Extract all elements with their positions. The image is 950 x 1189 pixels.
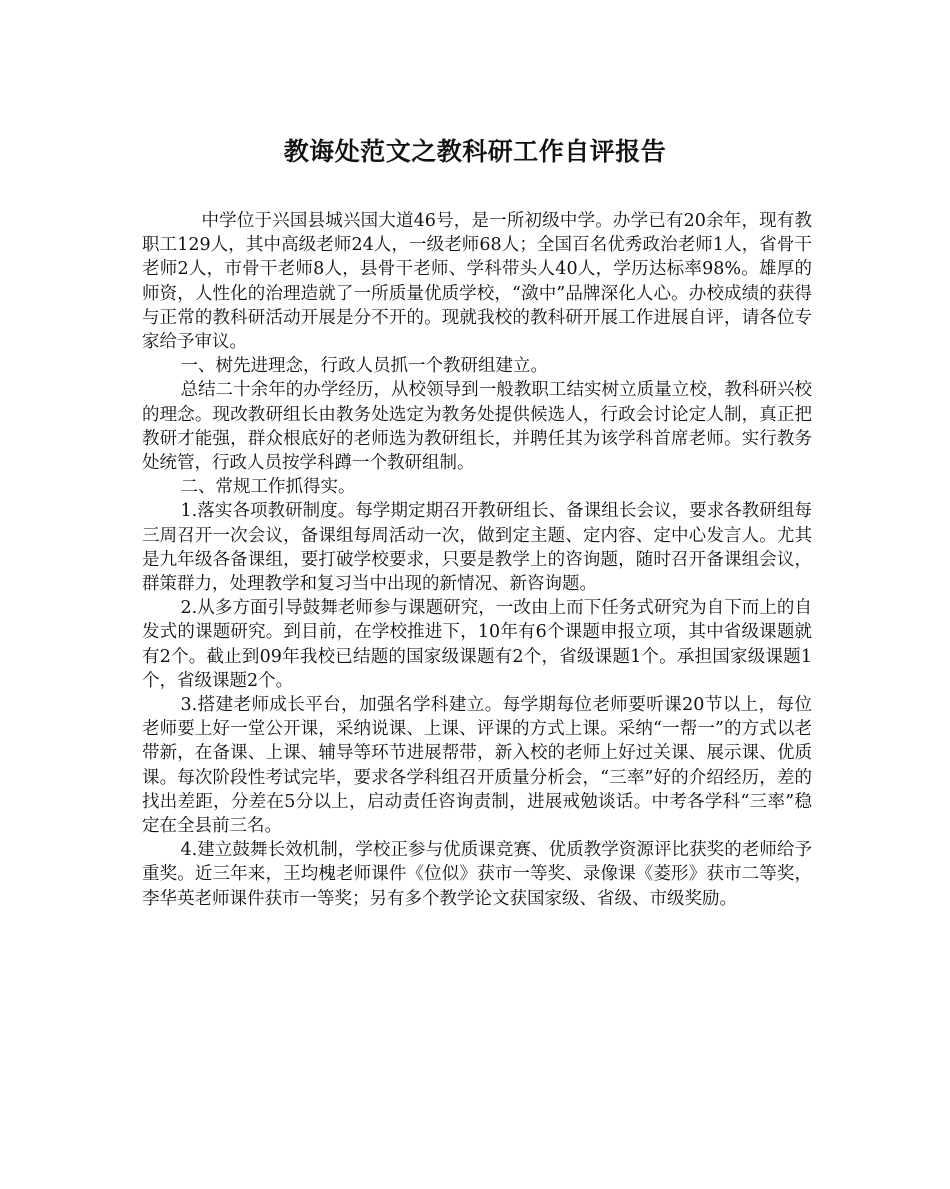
paragraph-item-4: 4.建立鼓舞长效机制，学校正参与优质课竞赛、优质教学资源评比获奖的老师给予重奖。近三年来，王均槐老师课件《位似》获市一等奖、录像课《菱形》获市二等奖，李华英老师课件获市一等奖；另有多个教学论文获国家级、省级、市级奖励。 [142,840,812,909]
paragraph-intro: 中学位于兴国县城兴国大道46号，是一所初级中学。办学已有20余年，现有教职工129人，其中高级老师24人，一级老师68人；全国百名优秀政治老师1人，省骨干老师2人，市骨干老师8人，县骨干老师、学科带头人40人，学历达标率98%。雄厚的师资，人性化的治理造就了一所质量优质学校，“潋中”品牌深化人心。办校成绩的获得与正常的教科研活动开展是分不开的。现就我校的教科研开展工作进展自评，请各位专家给予审议。 [142,211,812,353]
paragraph-item-1: 1.落实各项教研制度。每学期定期召开教研组长、备课组长会议，要求各教研组每三周召开一次会议，备课组每周活动一次，做到定主题、定内容、定中心发言人。尤其是九年级各备课组，要打破学校要求，只要是教学上的咨询题，随时召开备课组会议，群策群力，处理教学和复习当中出现的新情况、新咨询题。 [142,501,812,595]
document-body [142,209,812,911]
paragraph-section-1: 总结二十余年的办学经历，从校领导到一般教职工结实树立质量立校，教科研兴校的理念。现改教研组长由教务处选定为教务处提供候选人，行政会讨论定人制，真正把教研才能强，群众根底好的老师选为教研组长，并聘任其为该学科首席老师。实行教务处统管，行政人员按学科蹲一个教研组制。 [142,380,812,474]
section-heading-2: 二、常规工作抓得实。 [180,477,356,498]
paragraph-item-2: 2.从多方面引导鼓舞老师参与课题研究，一改由上而下任务式研究为自下而上的自发式的课题研究。到目前，在学校推进下，10年有6个课题申报立项，其中省级课题就有2个。截止到09年我校已结题的国家级课题有2个，省级课题1个。承担国家级课题1个，省级课题2个。 [142,598,812,691]
section-heading-1: 一、树先进理念，行政人员抓一个教研组建立。 [180,356,548,377]
document-title: 教诲处范文之教科研工作自评报告 [283,137,667,166]
paragraph-item-3: 3.搭建老师成长平台，加强名学科建立。每学期每位老师要听课20节以上，每位老师要上好一堂公开课，采纳说课、上课、评课的方式上课。采纳“一帮一”的方式以老带新，在备课、上课、辅导等环节进展帮带，新入校的老师上好过关课、展示课、优质课。每次阶段性考试完毕，要求各学科组召开质量分析会，“三率”好的介绍经历，差的找出差距，分差在5分以上，启动责任咨询责制，进展戒勉谈话。中考各学科“三率”稳定在全县前三名。 [142,695,812,837]
